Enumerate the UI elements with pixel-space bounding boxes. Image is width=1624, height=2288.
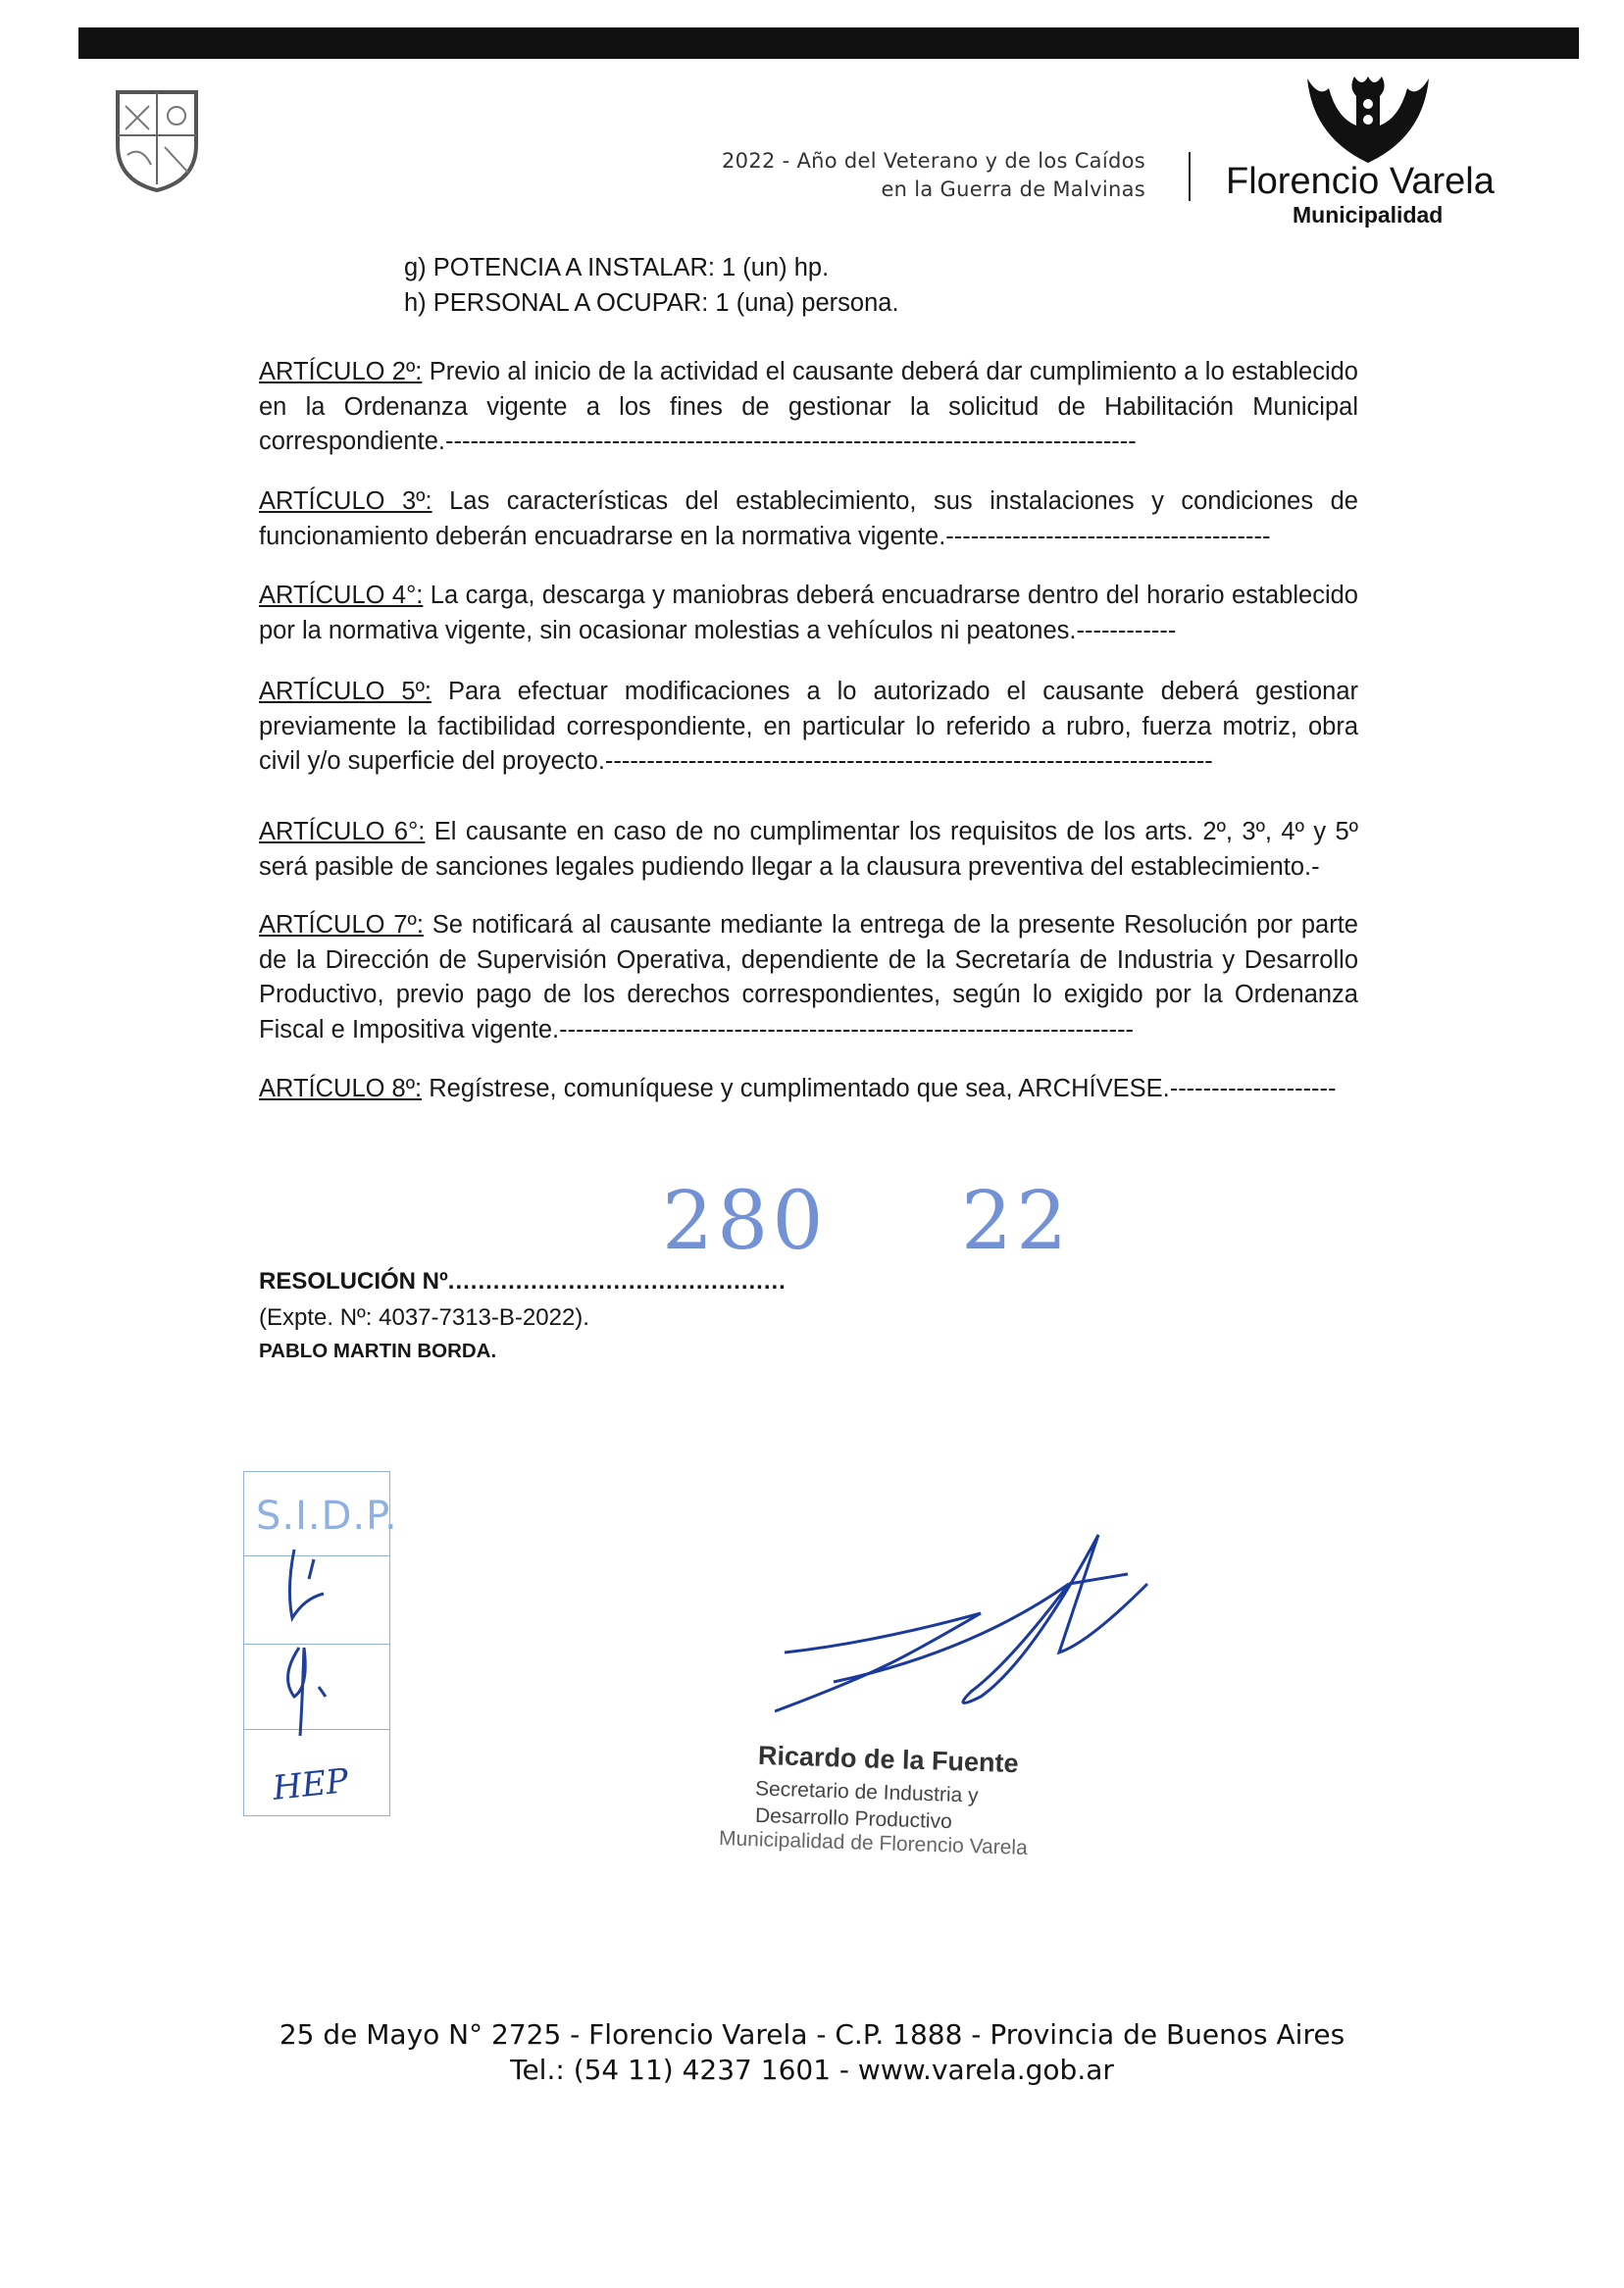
article-5: ARTÍCULO 5º: Para efectuar modificaciones a lo autorizado el causante deberá gestionar previamente la factibilidad correspondiente, en particular lo referido a rubro, fuerza motriz, obra civil y/o superficie del proyecto.------------------------------------------------------------------------- bbox=[259, 678, 1358, 775]
article-4-label: ARTÍCULO 4°: bbox=[259, 582, 424, 609]
article-3: ARTÍCULO 3º: Las características del establecimiento, sus instalaciones y condiciones de funcionamiento deberán encuadrarse en la normativa vigente.--------------------------------------- bbox=[259, 487, 1358, 550]
resolution-label: RESOLUCIÓN Nº............................................. bbox=[259, 1268, 787, 1295]
article-4-text: La carga, descarga y maniobras deberá encuadrarse dentro del horario establecido por la normativa vigente, sin ocasionar molestias a vehículos ni peatones. bbox=[259, 582, 1358, 644]
article-7-text: Se notificará al causante mediante la entrega de la presente Resolución por parte de la Dirección de Supervisión Operativa, dependiente de la Secretaría de Industria y Desarrollo Productivo, previo pago de los derechos correspondientes, según lo exigido por la Ordenanza Fiscal e Impositiva vigente. bbox=[259, 911, 1358, 1043]
expediente: (Expte. Nº: 4037-7313-B-2022). bbox=[259, 1304, 589, 1331]
article-3-text: Las características del establecimiento, sus instalaciones y condiciones de funcionamiento deberán encuadrarse en la normativa vigente. bbox=[259, 487, 1358, 550]
article-6-label: ARTÍCULO 6°: bbox=[259, 818, 426, 845]
signatory-title-2: Desarrollo Productivo bbox=[754, 1804, 953, 1834]
motto-line-1: 2022 - Año del Veterano y de los Caídos bbox=[722, 149, 1145, 173]
article-8-label: ARTÍCULO 8º: bbox=[259, 1075, 423, 1102]
footer-contact: Tel.: (54 11) 4237 1601 - www.varela.gob.ar bbox=[510, 2054, 1114, 2086]
brand-subtitle: Municipalidad bbox=[1293, 202, 1444, 228]
article-2: ARTÍCULO 2º: Previo al inicio de la actividad el causante deberá dar cumplimiento a lo establecido en la Ordenanza vigente a los fines de gestionar la solicitud de Habilitación Municipal correspondiente.----------------------------------------------------------------------------------- bbox=[259, 358, 1358, 455]
stamp-initials: HEP bbox=[271, 1761, 351, 1808]
article-5-text: Para efectuar modificaciones a lo autorizado el causante deberá gestionar previamente la factibilidad correspondiente, en particular lo referido a rubro, fuerza motriz, obra civil y/o superficie del proyecto. bbox=[259, 678, 1358, 775]
article-6-text: El causante en caso de no cumplimentar los requisitos de los arts. 2º, 3º, 4º y 5º será pasible de sanciones legales pudiendo llegar a la clausura preventiva del establecimiento.- bbox=[259, 818, 1358, 881]
article-6 bbox=[259, 815, 1358, 885]
year-motto bbox=[608, 147, 1145, 204]
signatory-name: Ricardo de la Fuente bbox=[757, 1740, 1019, 1779]
signatory-title-3: Municipalidad de Florencio Varela bbox=[718, 1827, 1029, 1859]
sidp-stamp-title: S.I.D.P. bbox=[256, 1494, 398, 1539]
signatory-title-1: Secretario de Industria y bbox=[754, 1777, 979, 1807]
resolution-year: 22 bbox=[961, 1175, 1072, 1268]
motto-line-2: en la Guerra de Malvinas bbox=[881, 178, 1145, 201]
article-5-label: ARTÍCULO 5º: bbox=[259, 678, 432, 705]
resolution-label-text: RESOLUCIÓN Nº bbox=[259, 1268, 448, 1295]
article-2-text: Previo al inicio de la actividad el causante deberá dar cumplimiento a lo establecido en la Ordenanza vigente a los fines de gestionar la solicitud de Habilitación Municipal correspondiente. bbox=[259, 358, 1358, 455]
article-8: ARTÍCULO 8º: Regístrese, comuníquese y cumplimentado que sea, ARCHÍVESE.-------------------- bbox=[259, 1075, 1337, 1102]
municipal-crest-icon bbox=[112, 86, 202, 194]
person-name: PABLO MARTIN BORDA. bbox=[259, 1340, 497, 1362]
article-8-text: Regístrese, comuníquese y cumplimentado que sea, ARCHÍVESE. bbox=[422, 1075, 1170, 1102]
footer-address: 25 de Mayo N° 2725 - Florencio Varela - C.P. 1888 - Provincia de Buenos Aires bbox=[279, 2018, 1345, 2051]
article-3-label: ARTÍCULO 3º: bbox=[259, 487, 432, 515]
header-divider bbox=[1189, 152, 1191, 201]
brand-name: Florencio Varela bbox=[1226, 161, 1495, 202]
item-h: h) PERSONAL A OCUPAR: 1 (una) persona. bbox=[404, 289, 899, 317]
article-7-label: ARTÍCULO 7º: bbox=[259, 911, 424, 939]
handwritten-signature bbox=[775, 1525, 1167, 1731]
item-g: g) POTENCIA A INSTALAR: 1 (un) hp. bbox=[404, 254, 830, 281]
article-2-label: ARTÍCULO 2º: bbox=[259, 358, 423, 385]
top-black-bar bbox=[78, 27, 1579, 59]
article-4: ARTÍCULO 4°: La carga, descarga y maniobras deberá encuadrarse dentro del horario establecido por la normativa vigente, sin ocasionar molestias a vehículos ni peatones.------------ bbox=[259, 582, 1358, 644]
article-7: ARTÍCULO 7º: Se notificará al causante mediante la entrega de la presente Resolución por parte de la Dirección de Supervisión Operativa, dependiente de la Secretaría de Industria y Desarrollo Productivo, previo pago de los derechos correspondientes, según lo exigido por la Ordenanza Fiscal e Impositiva vigente.--------------------------------------------------------------------- bbox=[259, 911, 1358, 1043]
resolution-number: 280 bbox=[662, 1175, 828, 1268]
florencio-varela-logo-icon bbox=[1299, 69, 1437, 167]
